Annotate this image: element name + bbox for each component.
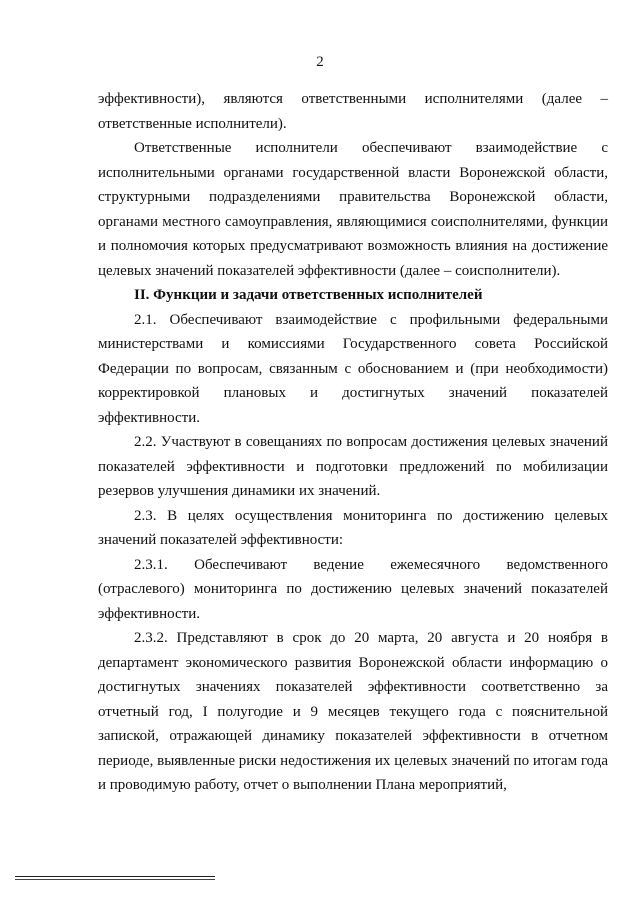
paragraph-continuation: эффективности), являются ответственными исполнителями (далее – ответственные исполнители).	[98, 91, 608, 132]
page-number: 2	[316, 54, 324, 70]
section-heading: II. Функции и задачи ответственных исполнителей	[134, 287, 483, 303]
paragraph-2-1: 2.1. Обеспечивают взаимодействие с профильными федеральными министерствами и комиссиями Государственного совета Российской Федерации по вопросам, связанным с обоснованием и (при необходимости) корректировкой плановых и достигнутых значений показателей эффективности.	[98, 311, 608, 426]
paragraph-coexecutors: Ответственные исполнители обеспечивают взаимодействие с исполнительными органами государственной власти Воронежской области, структурными подразделениями правительства Воронежской области, органами местного самоуправления, являющимися соисполнителями, функции и полномочия которых предусматривают возможность влияния на достижение целевых значений показателей эффективности (далее – соисполнители).	[98, 140, 608, 279]
paragraph-2-3-1: 2.3.1. Обеспечивают ведение ежемесячного ведомственного (отраслевого) мониторинга по достижению целевых значений показателей эффективности.	[98, 556, 608, 622]
paragraph-2-3-2: 2.3.2. Представляют в срок до 20 марта, 20 августа и 20 ноября в департамент экономического развития Воронежской области информацию о достигнутых значениях показателей эффективности соответственно за отчетный год, I полугодие и 9 месяцев текущего года с пояснительной запиской, отражающей динамику показателей эффективности в отчетном периоде, выявленные риски недостижения их целевых значений по итогам года и проводимую работу, отчет о выполнении Плана мероприятий,	[98, 630, 608, 793]
document-body	[98, 87, 608, 798]
paragraph-2-3: 2.3. В целях осуществления мониторинга по достижению целевых значений показателей эффективности:	[98, 507, 608, 548]
footer-divider	[15, 876, 215, 877]
footer-divider-secondary	[15, 879, 215, 880]
paragraph-2-2: 2.2. Участвуют в совещаниях по вопросам достижения целевых значений показателей эффективности и подготовки предложений по мобилизации резервов улучшения динамики их значений.	[98, 434, 608, 499]
